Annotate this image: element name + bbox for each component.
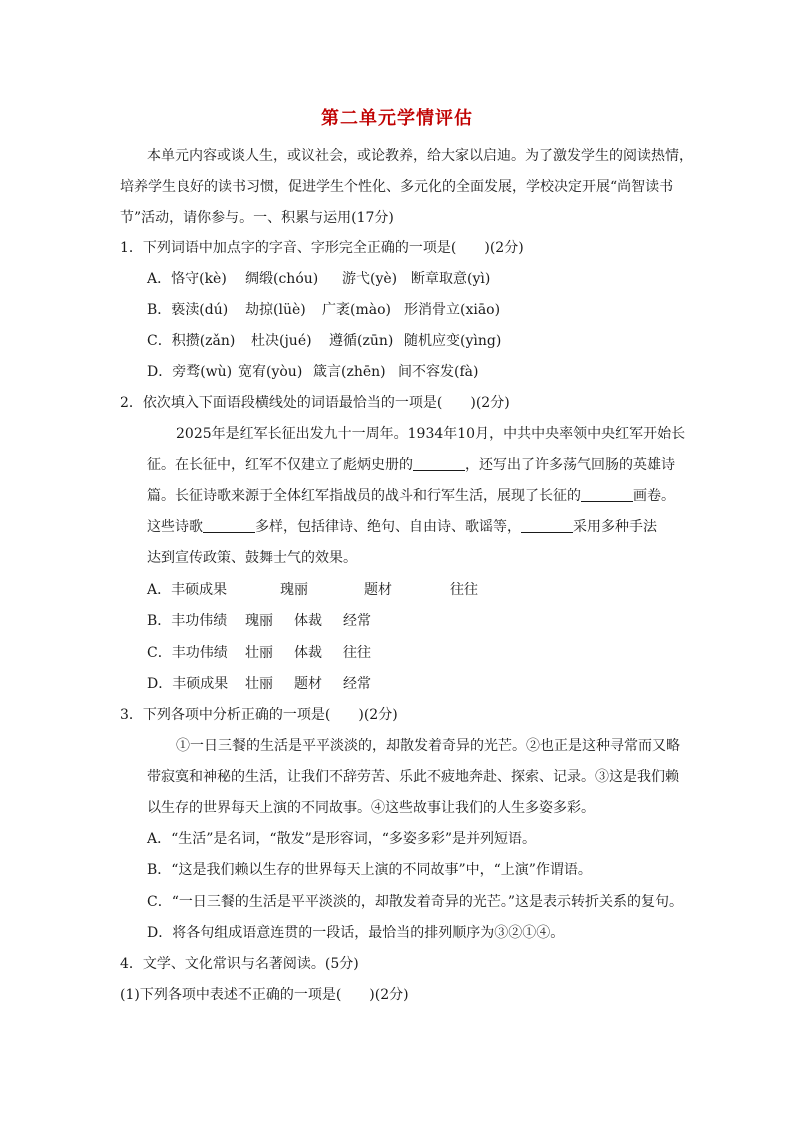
q1-c-word-4: 随机应变(yìng) <box>404 333 502 349</box>
q1-option-b <box>147 300 500 320</box>
intro-line-2: 培养学生良好的读书习惯，促进学生个性化、多元化的全面发展，学校决定开展“尚智读书 <box>120 179 674 195</box>
question-3-stem: 3．下列各项中分析正确的一项是( )(2分) <box>120 707 398 723</box>
q1-d-word-1: D．旁骛(wù) <box>147 364 233 380</box>
q2-c-word-2: 壮丽 <box>245 645 273 661</box>
intro-line-3: 节”活动，请你参与。一、积累与运用(17分) <box>120 210 394 226</box>
q2-a-word-1: A．丰硕成果 <box>147 582 228 598</box>
q1-c-word-1: C．积攒(zǎn) <box>147 333 236 349</box>
q1-d-word-2: 宽宥(yòu) <box>238 364 303 380</box>
q4-sub-1-stem: (1)下列各项中表述不正确的一项是( )(2分) <box>120 987 409 1003</box>
q2-c-word-3: 体裁 <box>294 645 322 661</box>
q2-a-word-2: 瑰丽 <box>280 582 308 598</box>
q3-passage-line-1: ①一日三餐的生活是平平淡淡的，却散发着奇异的光芒。②也正是这种寻常而又略 <box>176 738 680 754</box>
question-1-stem: 1．下列词语中加点字的字音、字形完全正确的一项是( )(2分) <box>120 240 524 256</box>
q2-passage-line-3 <box>147 486 675 506</box>
q2-c-word-4: 往往 <box>343 645 371 661</box>
q3-option-b: B．“这是我们赖以生存的世界每天上演的不同故事”中，“上演”作谓语。 <box>147 862 592 878</box>
q1-a-word-4: 断章取意(yì) <box>411 271 491 287</box>
q2-blank-2 <box>581 487 633 502</box>
q2-passage-line-4 <box>147 517 657 537</box>
q2-b-word-3: 体裁 <box>294 613 322 629</box>
q2-p2-text-a: 征。在长征中，红军不仅建立了彪炳史册的 <box>147 457 413 473</box>
q1-option-d <box>147 362 478 382</box>
q1-a-word-1: A．恪守(kè) <box>147 271 227 287</box>
q2-a-word-3: 题材 <box>364 582 392 598</box>
question-2-stem: 2．依次填入下面语段横线处的词语最恰当的一项是( )(2分) <box>120 395 510 411</box>
q2-d-word-2: 壮丽 <box>245 676 273 692</box>
q2-passage-line-1: 2025年是红军长征出发九十一周年。1934年10月，中共中央率领中央红军开始长 <box>176 426 686 442</box>
q2-d-word-3: 题材 <box>294 676 322 692</box>
q3-passage-line-3: 以生存的世界每天上演的不同故事。④这些故事让我们的人生多姿多彩。 <box>147 800 595 816</box>
q2-passage-line-5: 达到宣传政策、鼓舞士气的效果。 <box>147 550 357 566</box>
q1-b-word-3: 广袤(mào) <box>322 302 391 318</box>
q1-b-word-4: 形消骨立(xiāo) <box>404 302 501 318</box>
question-4-stem: 4．文学、文化常识与名著阅读。(5分) <box>120 956 359 972</box>
q2-option-d <box>147 674 371 694</box>
q2-b-word-1: B．丰功伟绩 <box>147 613 228 629</box>
q3-option-d: D．将各句组成语意连贯的一段话，最恰当的排列顺序为③②①④。 <box>147 925 565 941</box>
q1-a-word-3: 游弋(yè) <box>342 271 398 287</box>
q2-c-word-1: C．丰功伟绩 <box>147 645 228 661</box>
q2-option-a <box>147 580 478 600</box>
q2-p4-text-c: 采用多种手法 <box>573 519 657 535</box>
q2-d-word-4: 经常 <box>343 676 371 692</box>
q2-p4-text-a: 这些诗歌 <box>147 519 203 535</box>
q2-option-c <box>147 643 371 663</box>
q3-passage-line-2: 带寂寞和神秘的生活，让我们不辞劳苦、乐此不疲地奔赴、探索、记录。③这是我们赖 <box>147 769 679 785</box>
q1-c-word-3: 遵循(zūn) <box>329 333 394 349</box>
q2-d-word-1: D．丰硕成果 <box>147 676 229 692</box>
q2-passage-line-2 <box>147 455 675 475</box>
q2-p4-text-b: 多样，包括律诗、绝句、自由诗、歌谣等， <box>255 519 521 535</box>
intro-line-1: 本单元内容或谈人生，或议社会，或论教养，给大家以启迪。为了激发学生的阅读热情， <box>147 148 693 164</box>
q2-p3-text-b: 画卷。 <box>633 488 675 504</box>
q2-blank-1 <box>413 456 465 471</box>
q2-p2-text-b: ，还写出了许多荡气回肠的英雄诗 <box>465 457 675 473</box>
q1-b-word-1: B．亵渎(dú) <box>147 302 229 318</box>
q1-option-c <box>147 331 501 351</box>
q2-option-b <box>147 611 371 631</box>
q2-p3-text-a: 篇。长征诗歌来源于全体红军指战员的战斗和行军生活，展现了长征的 <box>147 488 581 504</box>
q1-c-word-2: 杜决(jué) <box>251 333 312 349</box>
q1-d-word-4: 间不容发(fà) <box>398 364 479 380</box>
q3-option-c: C．“一日三餐的生活是平平淡淡的，却散发着奇异的光芒。”这是表示转折关系的复句。 <box>147 894 684 910</box>
q1-b-word-2: 劫掠(lüè) <box>245 302 306 318</box>
q2-blank-3 <box>203 518 255 533</box>
q2-a-word-4: 往往 <box>450 582 478 598</box>
q1-d-word-3: 箴言(zhēn) <box>313 364 386 380</box>
q2-b-word-4: 经常 <box>343 613 371 629</box>
page-title: 第二单元学情评估 <box>321 108 473 129</box>
q2-b-word-2: 瑰丽 <box>245 613 273 629</box>
q1-a-word-2: 绸缎(chóu) <box>245 271 319 287</box>
q2-blank-4 <box>521 518 573 533</box>
q1-option-a <box>147 269 490 289</box>
q3-option-a: A．“生活”是名词，“散发”是形容词，“多姿多彩”是并列短语。 <box>147 831 537 847</box>
